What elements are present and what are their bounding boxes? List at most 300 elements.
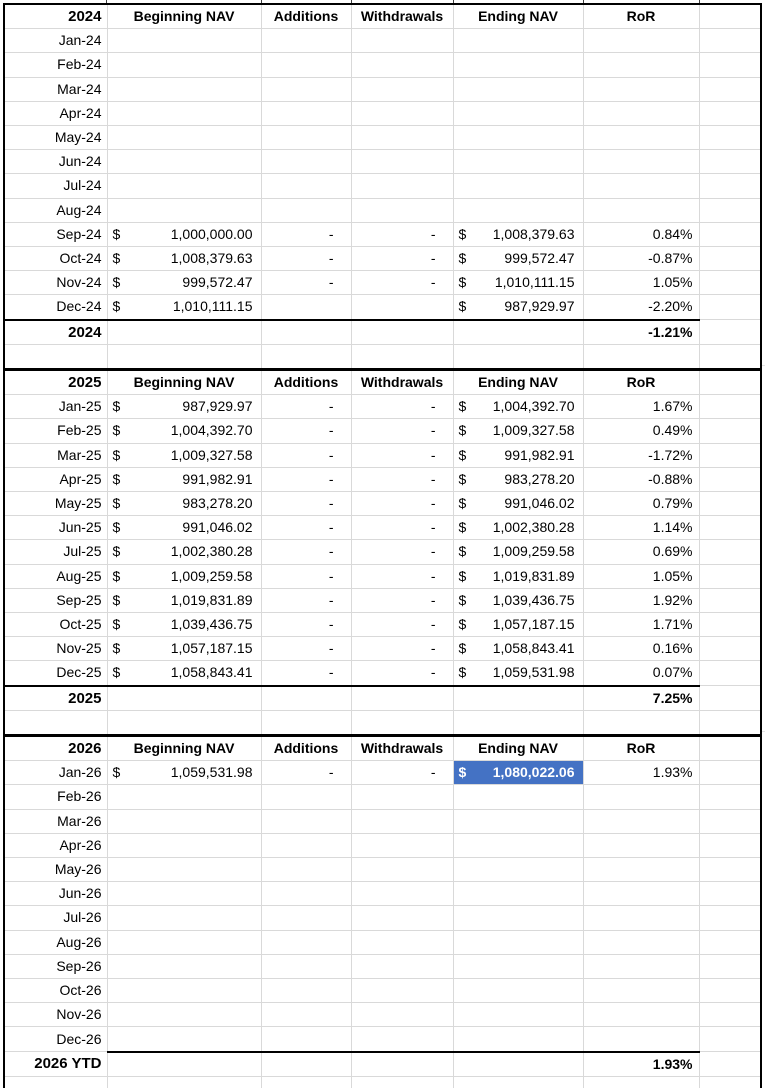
empty-cell[interactable] bbox=[583, 710, 699, 735]
withdrawals-cell[interactable] bbox=[351, 785, 453, 809]
column-header-cell[interactable]: Additions bbox=[261, 4, 351, 29]
additions-cell[interactable] bbox=[261, 174, 351, 198]
ror-cell[interactable] bbox=[583, 1003, 699, 1027]
beginning-nav-cell[interactable] bbox=[107, 295, 261, 320]
empty-cell[interactable] bbox=[107, 1076, 261, 1088]
empty-cell[interactable] bbox=[261, 1052, 351, 1077]
month-cell[interactable]: Aug-26 bbox=[4, 930, 107, 954]
additions-cell[interactable] bbox=[261, 1027, 351, 1052]
additions-cell[interactable] bbox=[261, 101, 351, 125]
empty-cell[interactable] bbox=[699, 295, 761, 320]
empty-cell[interactable] bbox=[699, 77, 761, 101]
withdrawals-cell[interactable]: - bbox=[351, 761, 453, 785]
ror-cell[interactable] bbox=[583, 53, 699, 77]
year-header-cell[interactable]: 2026 bbox=[4, 736, 107, 761]
ending-nav-cell[interactable] bbox=[453, 858, 583, 882]
additions-cell[interactable]: - bbox=[261, 395, 351, 419]
beginning-nav-cell[interactable] bbox=[107, 809, 261, 833]
additions-cell[interactable]: - bbox=[261, 761, 351, 785]
withdrawals-cell[interactable] bbox=[351, 295, 453, 320]
additions-cell[interactable] bbox=[261, 295, 351, 320]
column-header-cell[interactable]: Ending NAV bbox=[453, 736, 583, 761]
additions-cell[interactable]: - bbox=[261, 637, 351, 661]
ending-nav-cell[interactable] bbox=[453, 29, 583, 53]
empty-cell[interactable] bbox=[699, 809, 761, 833]
ror-cell[interactable]: 0.69% bbox=[583, 540, 699, 564]
beginning-nav-cell[interactable] bbox=[107, 222, 261, 246]
ror-cell[interactable]: 0.07% bbox=[583, 661, 699, 686]
ror-cell[interactable] bbox=[583, 785, 699, 809]
empty-cell[interactable] bbox=[351, 1052, 453, 1077]
empty-cell[interactable] bbox=[4, 344, 107, 369]
ror-cell[interactable] bbox=[583, 906, 699, 930]
month-cell[interactable]: Feb-25 bbox=[4, 419, 107, 443]
ror-cell[interactable]: -0.87% bbox=[583, 247, 699, 271]
empty-cell[interactable] bbox=[699, 419, 761, 443]
beginning-nav-cell[interactable] bbox=[107, 588, 261, 612]
empty-cell[interactable] bbox=[699, 395, 761, 419]
column-header-cell[interactable]: Beginning NAV bbox=[107, 370, 261, 395]
beginning-nav-cell[interactable] bbox=[107, 467, 261, 491]
month-cell[interactable]: Apr-24 bbox=[4, 101, 107, 125]
column-header-cell[interactable]: Withdrawals bbox=[351, 4, 453, 29]
summary-label-cell[interactable]: 2025 bbox=[4, 686, 107, 711]
beginning-nav-cell[interactable] bbox=[107, 198, 261, 222]
ending-nav-cell[interactable] bbox=[453, 564, 583, 588]
empty-cell[interactable] bbox=[699, 540, 761, 564]
additions-cell[interactable]: - bbox=[261, 467, 351, 491]
additions-cell[interactable]: - bbox=[261, 516, 351, 540]
ror-cell[interactable] bbox=[583, 809, 699, 833]
month-cell[interactable]: Jun-25 bbox=[4, 516, 107, 540]
empty-cell[interactable] bbox=[699, 954, 761, 978]
beginning-nav-cell[interactable] bbox=[107, 858, 261, 882]
withdrawals-cell[interactable] bbox=[351, 930, 453, 954]
month-cell[interactable]: Jul-24 bbox=[4, 174, 107, 198]
column-header-cell[interactable]: Ending NAV bbox=[453, 370, 583, 395]
withdrawals-cell[interactable] bbox=[351, 101, 453, 125]
ror-cell[interactable]: 1.05% bbox=[583, 271, 699, 295]
ending-nav-cell[interactable] bbox=[453, 271, 583, 295]
withdrawals-cell[interactable]: - bbox=[351, 271, 453, 295]
additions-cell[interactable]: - bbox=[261, 419, 351, 443]
column-header-cell[interactable]: Withdrawals bbox=[351, 736, 453, 761]
empty-cell[interactable] bbox=[351, 1076, 453, 1088]
year-header-cell[interactable]: 2024 bbox=[4, 4, 107, 29]
withdrawals-cell[interactable] bbox=[351, 882, 453, 906]
empty-cell[interactable] bbox=[453, 1052, 583, 1077]
beginning-nav-cell[interactable] bbox=[107, 930, 261, 954]
ending-nav-cell[interactable] bbox=[453, 833, 583, 857]
additions-cell[interactable]: - bbox=[261, 492, 351, 516]
ror-cell[interactable] bbox=[583, 833, 699, 857]
ror-cell[interactable] bbox=[583, 954, 699, 978]
additions-cell[interactable] bbox=[261, 906, 351, 930]
empty-cell[interactable] bbox=[261, 320, 351, 345]
empty-cell[interactable] bbox=[107, 686, 261, 711]
withdrawals-cell[interactable]: - bbox=[351, 492, 453, 516]
ror-cell[interactable]: 1.92% bbox=[583, 588, 699, 612]
withdrawals-cell[interactable] bbox=[351, 53, 453, 77]
additions-cell[interactable] bbox=[261, 198, 351, 222]
empty-cell[interactable] bbox=[699, 222, 761, 246]
additions-cell[interactable]: - bbox=[261, 564, 351, 588]
empty-cell[interactable] bbox=[699, 320, 761, 345]
ending-nav-cell[interactable] bbox=[453, 295, 583, 320]
withdrawals-cell[interactable]: - bbox=[351, 564, 453, 588]
empty-cell[interactable] bbox=[699, 101, 761, 125]
empty-cell[interactable] bbox=[351, 320, 453, 345]
empty-cell[interactable] bbox=[699, 271, 761, 295]
empty-cell[interactable] bbox=[699, 710, 761, 735]
column-header-cell[interactable]: Additions bbox=[261, 370, 351, 395]
withdrawals-cell[interactable]: - bbox=[351, 443, 453, 467]
empty-cell[interactable] bbox=[107, 1052, 261, 1077]
empty-cell[interactable] bbox=[699, 564, 761, 588]
ending-nav-cell[interactable] bbox=[453, 492, 583, 516]
beginning-nav-cell[interactable] bbox=[107, 637, 261, 661]
ror-cell[interactable]: -0.88% bbox=[583, 467, 699, 491]
beginning-nav-cell[interactable] bbox=[107, 516, 261, 540]
empty-cell[interactable] bbox=[4, 1076, 107, 1088]
empty-cell[interactable] bbox=[699, 1003, 761, 1027]
ror-cell[interactable]: 1.67% bbox=[583, 395, 699, 419]
withdrawals-cell[interactable]: - bbox=[351, 222, 453, 246]
empty-cell[interactable] bbox=[699, 198, 761, 222]
withdrawals-cell[interactable]: - bbox=[351, 637, 453, 661]
month-cell[interactable]: Sep-26 bbox=[4, 954, 107, 978]
ror-cell[interactable]: 0.79% bbox=[583, 492, 699, 516]
ending-nav-cell[interactable] bbox=[453, 954, 583, 978]
summary-ror-cell[interactable]: 1.93% bbox=[583, 1052, 699, 1077]
withdrawals-cell[interactable] bbox=[351, 979, 453, 1003]
ending-nav-cell[interactable] bbox=[453, 906, 583, 930]
column-header-cell[interactable]: RoR bbox=[583, 4, 699, 29]
column-header-cell[interactable]: Beginning NAV bbox=[107, 4, 261, 29]
summary-label-cell[interactable]: 2026 YTD bbox=[4, 1052, 107, 1077]
empty-cell[interactable] bbox=[699, 1076, 761, 1088]
month-cell[interactable]: Apr-25 bbox=[4, 467, 107, 491]
additions-cell[interactable] bbox=[261, 858, 351, 882]
month-cell[interactable]: Sep-25 bbox=[4, 588, 107, 612]
ror-cell[interactable]: 1.05% bbox=[583, 564, 699, 588]
month-cell[interactable]: Nov-24 bbox=[4, 271, 107, 295]
beginning-nav-cell[interactable] bbox=[107, 443, 261, 467]
empty-cell[interactable] bbox=[699, 736, 761, 761]
ror-cell[interactable] bbox=[583, 29, 699, 53]
month-cell[interactable]: Mar-26 bbox=[4, 809, 107, 833]
month-cell[interactable]: Nov-25 bbox=[4, 637, 107, 661]
ror-cell[interactable] bbox=[583, 77, 699, 101]
beginning-nav-cell[interactable] bbox=[107, 906, 261, 930]
withdrawals-cell[interactable]: - bbox=[351, 395, 453, 419]
withdrawals-cell[interactable]: - bbox=[351, 516, 453, 540]
additions-cell[interactable] bbox=[261, 882, 351, 906]
additions-cell[interactable]: - bbox=[261, 540, 351, 564]
empty-cell[interactable] bbox=[699, 882, 761, 906]
empty-cell[interactable] bbox=[699, 174, 761, 198]
additions-cell[interactable]: - bbox=[261, 661, 351, 686]
beginning-nav-cell[interactable] bbox=[107, 29, 261, 53]
ending-nav-cell[interactable] bbox=[453, 53, 583, 77]
additions-cell[interactable] bbox=[261, 126, 351, 150]
additions-cell[interactable] bbox=[261, 979, 351, 1003]
empty-cell[interactable] bbox=[351, 710, 453, 735]
ror-cell[interactable] bbox=[583, 174, 699, 198]
withdrawals-cell[interactable]: - bbox=[351, 540, 453, 564]
beginning-nav-cell[interactable] bbox=[107, 761, 261, 785]
additions-cell[interactable] bbox=[261, 150, 351, 174]
summary-label-cell[interactable]: 2024 bbox=[4, 320, 107, 345]
empty-cell[interactable] bbox=[351, 344, 453, 369]
beginning-nav-cell[interactable] bbox=[107, 101, 261, 125]
withdrawals-cell[interactable] bbox=[351, 29, 453, 53]
year-header-cell[interactable]: 2025 bbox=[4, 370, 107, 395]
ror-cell[interactable] bbox=[583, 930, 699, 954]
empty-cell[interactable] bbox=[699, 126, 761, 150]
month-cell[interactable]: Dec-26 bbox=[4, 1027, 107, 1052]
column-header-cell[interactable]: Additions bbox=[261, 736, 351, 761]
withdrawals-cell[interactable] bbox=[351, 833, 453, 857]
beginning-nav-cell[interactable] bbox=[107, 785, 261, 809]
month-cell[interactable]: Oct-25 bbox=[4, 613, 107, 637]
beginning-nav-cell[interactable] bbox=[107, 126, 261, 150]
additions-cell[interactable]: - bbox=[261, 271, 351, 295]
additions-cell[interactable] bbox=[261, 1003, 351, 1027]
beginning-nav-cell[interactable] bbox=[107, 954, 261, 978]
additions-cell[interactable] bbox=[261, 29, 351, 53]
empty-cell[interactable] bbox=[699, 613, 761, 637]
additions-cell[interactable] bbox=[261, 833, 351, 857]
ending-nav-cell[interactable] bbox=[453, 101, 583, 125]
withdrawals-cell[interactable]: - bbox=[351, 661, 453, 686]
additions-cell[interactable]: - bbox=[261, 443, 351, 467]
ending-nav-cell[interactable] bbox=[453, 198, 583, 222]
month-cell[interactable]: Oct-24 bbox=[4, 247, 107, 271]
empty-cell[interactable] bbox=[261, 686, 351, 711]
withdrawals-cell[interactable] bbox=[351, 150, 453, 174]
ending-nav-cell[interactable] bbox=[453, 77, 583, 101]
month-cell[interactable]: Aug-25 bbox=[4, 564, 107, 588]
month-cell[interactable]: Jan-25 bbox=[4, 395, 107, 419]
beginning-nav-cell[interactable] bbox=[107, 882, 261, 906]
empty-cell[interactable] bbox=[261, 710, 351, 735]
month-cell[interactable]: Mar-24 bbox=[4, 77, 107, 101]
additions-cell[interactable] bbox=[261, 809, 351, 833]
summary-ror-cell[interactable]: 7.25% bbox=[583, 686, 699, 711]
ending-nav-cell[interactable] bbox=[453, 1003, 583, 1027]
ending-nav-cell[interactable] bbox=[453, 222, 583, 246]
month-cell[interactable]: Mar-25 bbox=[4, 443, 107, 467]
month-cell[interactable]: Oct-26 bbox=[4, 979, 107, 1003]
empty-cell[interactable] bbox=[699, 1052, 761, 1077]
additions-cell[interactable] bbox=[261, 53, 351, 77]
empty-cell[interactable] bbox=[699, 785, 761, 809]
withdrawals-cell[interactable]: - bbox=[351, 247, 453, 271]
empty-cell[interactable] bbox=[699, 370, 761, 395]
empty-cell[interactable] bbox=[699, 930, 761, 954]
withdrawals-cell[interactable]: - bbox=[351, 467, 453, 491]
month-cell[interactable]: Feb-24 bbox=[4, 53, 107, 77]
ror-cell[interactable] bbox=[583, 858, 699, 882]
empty-cell[interactable] bbox=[699, 150, 761, 174]
ending-nav-cell[interactable] bbox=[453, 516, 583, 540]
ending-nav-cell[interactable] bbox=[453, 540, 583, 564]
beginning-nav-cell[interactable] bbox=[107, 247, 261, 271]
ror-cell[interactable] bbox=[583, 198, 699, 222]
ending-nav-cell[interactable] bbox=[453, 150, 583, 174]
ending-nav-cell[interactable] bbox=[453, 443, 583, 467]
withdrawals-cell[interactable] bbox=[351, 1003, 453, 1027]
beginning-nav-cell[interactable] bbox=[107, 492, 261, 516]
month-cell[interactable]: May-25 bbox=[4, 492, 107, 516]
empty-cell[interactable] bbox=[699, 247, 761, 271]
month-cell[interactable]: May-24 bbox=[4, 126, 107, 150]
ror-cell[interactable]: -1.72% bbox=[583, 443, 699, 467]
ending-nav-cell[interactable] bbox=[453, 395, 583, 419]
column-header-cell[interactable]: Beginning NAV bbox=[107, 736, 261, 761]
ending-nav-cell[interactable] bbox=[453, 785, 583, 809]
empty-cell[interactable] bbox=[453, 1076, 583, 1088]
empty-cell[interactable] bbox=[699, 492, 761, 516]
ror-cell[interactable]: 0.84% bbox=[583, 222, 699, 246]
beginning-nav-cell[interactable] bbox=[107, 174, 261, 198]
beginning-nav-cell[interactable] bbox=[107, 661, 261, 686]
column-header-cell[interactable]: RoR bbox=[583, 736, 699, 761]
ror-cell[interactable]: 1.93% bbox=[583, 761, 699, 785]
empty-cell[interactable] bbox=[699, 661, 761, 686]
ror-cell[interactable]: 1.71% bbox=[583, 613, 699, 637]
empty-cell[interactable] bbox=[699, 443, 761, 467]
beginning-nav-cell[interactable] bbox=[107, 395, 261, 419]
empty-cell[interactable] bbox=[453, 320, 583, 345]
empty-cell[interactable] bbox=[699, 686, 761, 711]
empty-cell[interactable] bbox=[699, 4, 761, 29]
empty-cell[interactable] bbox=[453, 686, 583, 711]
ror-cell[interactable] bbox=[583, 1027, 699, 1052]
month-cell[interactable]: Jan-24 bbox=[4, 29, 107, 53]
ending-nav-cell[interactable] bbox=[453, 930, 583, 954]
beginning-nav-cell[interactable] bbox=[107, 77, 261, 101]
additions-cell[interactable] bbox=[261, 954, 351, 978]
withdrawals-cell[interactable]: - bbox=[351, 419, 453, 443]
empty-cell[interactable] bbox=[699, 467, 761, 491]
month-cell[interactable]: Dec-25 bbox=[4, 661, 107, 686]
additions-cell[interactable] bbox=[261, 77, 351, 101]
beginning-nav-cell[interactable] bbox=[107, 979, 261, 1003]
empty-cell[interactable] bbox=[699, 29, 761, 53]
additions-cell[interactable]: - bbox=[261, 247, 351, 271]
withdrawals-cell[interactable] bbox=[351, 809, 453, 833]
empty-cell[interactable] bbox=[699, 344, 761, 369]
ending-nav-cell[interactable] bbox=[453, 882, 583, 906]
withdrawals-cell[interactable] bbox=[351, 858, 453, 882]
beginning-nav-cell[interactable] bbox=[107, 613, 261, 637]
withdrawals-cell[interactable] bbox=[351, 954, 453, 978]
month-cell[interactable]: Sep-24 bbox=[4, 222, 107, 246]
withdrawals-cell[interactable]: - bbox=[351, 588, 453, 612]
month-cell[interactable]: Feb-26 bbox=[4, 785, 107, 809]
beginning-nav-cell[interactable] bbox=[107, 419, 261, 443]
withdrawals-cell[interactable] bbox=[351, 1027, 453, 1052]
ending-nav-cell[interactable] bbox=[453, 588, 583, 612]
empty-cell[interactable] bbox=[583, 344, 699, 369]
empty-cell[interactable] bbox=[107, 344, 261, 369]
empty-cell[interactable] bbox=[107, 710, 261, 735]
empty-cell[interactable] bbox=[699, 833, 761, 857]
empty-cell[interactable] bbox=[699, 979, 761, 1003]
ror-cell[interactable] bbox=[583, 150, 699, 174]
month-cell[interactable]: Jul-26 bbox=[4, 906, 107, 930]
empty-cell[interactable] bbox=[699, 858, 761, 882]
withdrawals-cell[interactable] bbox=[351, 198, 453, 222]
withdrawals-cell[interactable] bbox=[351, 174, 453, 198]
ror-cell[interactable]: -2.20% bbox=[583, 295, 699, 320]
withdrawals-cell[interactable] bbox=[351, 126, 453, 150]
empty-cell[interactable] bbox=[351, 686, 453, 711]
empty-cell[interactable] bbox=[453, 344, 583, 369]
month-cell[interactable]: May-26 bbox=[4, 858, 107, 882]
ending-nav-cell[interactable] bbox=[453, 174, 583, 198]
ror-cell[interactable] bbox=[583, 126, 699, 150]
summary-ror-cell[interactable]: -1.21% bbox=[583, 320, 699, 345]
empty-cell[interactable] bbox=[261, 344, 351, 369]
ror-cell[interactable] bbox=[583, 101, 699, 125]
ror-cell[interactable]: 0.49% bbox=[583, 419, 699, 443]
beginning-nav-cell[interactable] bbox=[107, 1003, 261, 1027]
ror-cell[interactable]: 0.16% bbox=[583, 637, 699, 661]
empty-cell[interactable] bbox=[699, 53, 761, 77]
ending-nav-cell[interactable] bbox=[453, 247, 583, 271]
beginning-nav-cell[interactable] bbox=[107, 53, 261, 77]
ending-nav-cell[interactable] bbox=[453, 467, 583, 491]
ending-nav-cell[interactable] bbox=[453, 613, 583, 637]
ending-nav-cell[interactable] bbox=[453, 1027, 583, 1052]
column-header-cell[interactable]: Withdrawals bbox=[351, 370, 453, 395]
ending-nav-cell-selected[interactable] bbox=[453, 761, 583, 785]
empty-cell[interactable] bbox=[699, 516, 761, 540]
month-cell[interactable]: Jun-26 bbox=[4, 882, 107, 906]
month-cell[interactable]: Aug-24 bbox=[4, 198, 107, 222]
additions-cell[interactable]: - bbox=[261, 588, 351, 612]
beginning-nav-cell[interactable] bbox=[107, 564, 261, 588]
empty-cell[interactable] bbox=[4, 710, 107, 735]
additions-cell[interactable] bbox=[261, 785, 351, 809]
beginning-nav-cell[interactable] bbox=[107, 540, 261, 564]
empty-cell[interactable] bbox=[583, 1076, 699, 1088]
ending-nav-cell[interactable] bbox=[453, 809, 583, 833]
withdrawals-cell[interactable]: - bbox=[351, 613, 453, 637]
month-cell[interactable]: Nov-26 bbox=[4, 1003, 107, 1027]
month-cell[interactable]: Dec-24 bbox=[4, 295, 107, 320]
ror-cell[interactable]: 1.14% bbox=[583, 516, 699, 540]
ending-nav-cell[interactable] bbox=[453, 126, 583, 150]
beginning-nav-cell[interactable] bbox=[107, 1027, 261, 1052]
empty-cell[interactable] bbox=[261, 1076, 351, 1088]
month-cell[interactable]: Jul-25 bbox=[4, 540, 107, 564]
empty-cell[interactable] bbox=[699, 906, 761, 930]
ending-nav-cell[interactable] bbox=[453, 979, 583, 1003]
additions-cell[interactable]: - bbox=[261, 222, 351, 246]
ending-nav-cell[interactable] bbox=[453, 661, 583, 686]
withdrawals-cell[interactable] bbox=[351, 906, 453, 930]
month-cell[interactable]: Jan-26 bbox=[4, 761, 107, 785]
ending-nav-cell[interactable] bbox=[453, 637, 583, 661]
ror-cell[interactable] bbox=[583, 882, 699, 906]
empty-cell[interactable] bbox=[453, 710, 583, 735]
empty-cell[interactable] bbox=[699, 1027, 761, 1052]
ending-nav-cell[interactable] bbox=[453, 419, 583, 443]
